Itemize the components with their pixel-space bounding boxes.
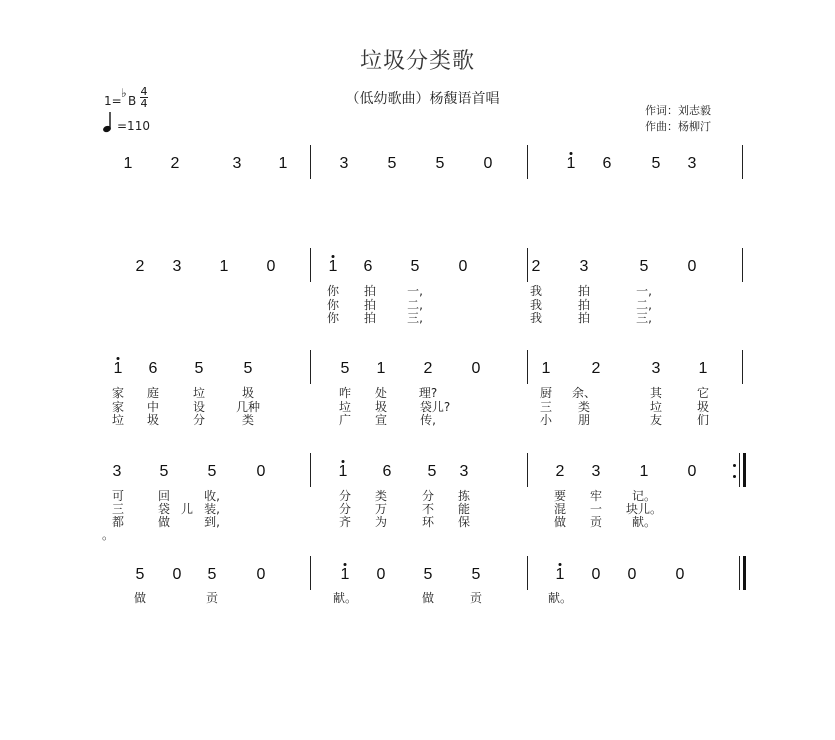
note: 0 [471, 360, 481, 377]
note: 1 [639, 463, 649, 480]
lyric-syllable: 分 [192, 413, 206, 427]
lyric-syllable: 可 [111, 489, 125, 503]
barline [527, 145, 528, 179]
lyric-syllable: 拍 [577, 311, 591, 325]
lyric-syllable: 你 [326, 284, 340, 298]
note: 1 [278, 155, 288, 172]
song-title: 垃圾分类歌 [359, 49, 475, 74]
repeat-barline-thick [743, 453, 746, 487]
barline [310, 556, 311, 590]
note: 3 [591, 463, 601, 480]
composer-credit: 作曲：杨柳汀 [645, 120, 711, 133]
lyric-syllable: 们 [696, 413, 710, 427]
lyric-syllable: 都 [111, 515, 125, 529]
note: 0 [376, 566, 386, 583]
lyric-syllable: 三 [111, 502, 125, 516]
lyric-syllable: 垃 [338, 400, 352, 414]
note: 0 [458, 258, 468, 275]
lyric-syllable: 三 [539, 400, 553, 414]
note: 5 [423, 566, 433, 583]
lyric-syllable: 儿 [180, 502, 194, 516]
lyric-syllable: 做 [421, 591, 435, 605]
high-octave-dot [117, 357, 120, 360]
note: 6 [148, 360, 158, 377]
lyric-syllable: 几种 [235, 400, 261, 414]
note: 0 [687, 258, 697, 275]
high-octave-dot [344, 563, 347, 566]
note: 0 [266, 258, 276, 275]
lyric-syllable: 分 [421, 489, 435, 503]
flat-sign: ♭ [121, 86, 127, 100]
note: 3 [339, 155, 349, 172]
note: 5 [243, 360, 253, 377]
note: 5 [471, 566, 481, 583]
note: 1 [698, 360, 708, 377]
lyric-syllable: 圾 [146, 413, 160, 427]
lyric-syllable: 拍 [363, 284, 377, 298]
note: 0 [256, 566, 266, 583]
note: 3 [459, 463, 469, 480]
note: 6 [602, 155, 612, 172]
note: 5 [639, 258, 649, 275]
lyric-syllable: 理? [418, 386, 438, 400]
barline [527, 248, 528, 282]
repeat-dot [733, 464, 736, 467]
barline [742, 350, 743, 384]
lyric-syllable: 贡 [469, 591, 483, 605]
lyric-syllable: 分 [338, 502, 352, 516]
lyric-syllable: 拍 [577, 298, 591, 312]
lyric-syllable: 混 [553, 502, 567, 516]
lyric-syllable: 牢 [589, 489, 603, 503]
note: 0 [172, 566, 182, 583]
lyric-syllable: 不 [421, 502, 435, 516]
lyric-syllable: 袋 [157, 502, 171, 516]
note: 2 [135, 258, 145, 275]
lyric-syllable: 朋 [577, 413, 591, 427]
barline [310, 248, 311, 282]
note: 3 [172, 258, 182, 275]
lyric-syllable: 它 [696, 386, 710, 400]
note: 5 [387, 155, 397, 172]
lyric-syllable: 献。 [547, 591, 573, 605]
lyric-syllable: 你 [326, 298, 340, 312]
lyric-syllable: 垃 [649, 400, 663, 414]
note: 6 [382, 463, 392, 480]
key-letter: B [128, 94, 137, 108]
lyric-extra-mark: 。 [102, 528, 115, 542]
note: 3 [579, 258, 589, 275]
note: 0 [627, 566, 637, 583]
barline [527, 453, 528, 487]
tempo-marking: =110 [117, 119, 150, 133]
lyric-syllable: 要 [553, 489, 567, 503]
final-barline-thick [743, 556, 746, 590]
note: 2 [555, 463, 565, 480]
note: 5 [159, 463, 169, 480]
lyric-syllable: 万 [374, 502, 388, 516]
lyric-syllable: 能 [457, 502, 471, 516]
lyric-syllable: 袋儿? [419, 400, 451, 414]
lyric-syllable: 环 [421, 515, 435, 529]
lyric-syllable: 为 [374, 515, 388, 529]
lyric-syllable: 贡 [589, 515, 603, 529]
time-top: 4 [140, 85, 148, 98]
lyric-syllable: 拣 [457, 489, 471, 503]
note: 2 [591, 360, 601, 377]
lyric-syllable: 做 [553, 515, 567, 529]
final-barline-thin [739, 556, 740, 590]
note: 1 [555, 566, 565, 583]
lyric-syllable: 类 [374, 489, 388, 503]
key-prefix: 1= [104, 94, 122, 108]
lyric-syllable: 做 [157, 515, 171, 529]
high-octave-dot [570, 152, 573, 155]
note: 1 [340, 566, 350, 583]
note: 5 [207, 463, 217, 480]
note: 2 [531, 258, 541, 275]
note: 0 [687, 463, 697, 480]
lyric-syllable: 我 [529, 311, 543, 325]
note: 1 [376, 360, 386, 377]
note: 5 [135, 566, 145, 583]
lyric-syllable: 到, [204, 515, 220, 529]
barline [742, 248, 743, 282]
note: 0 [591, 566, 601, 583]
repeat-dot [733, 475, 736, 478]
lyric-syllable: 设 [192, 400, 206, 414]
barline [310, 453, 311, 487]
lyric-syllable: 友 [649, 413, 663, 427]
note: 1 [123, 155, 133, 172]
lyric-syllable: 一, [407, 284, 423, 298]
note: 6 [363, 258, 373, 275]
note: 5 [410, 258, 420, 275]
lyric-syllable: 垃 [111, 413, 125, 427]
note: 5 [340, 360, 350, 377]
note: 1 [566, 155, 576, 172]
note: 0 [256, 463, 266, 480]
lyric-syllable: 圾 [696, 400, 710, 414]
lyric-syllable: 献。 [631, 515, 657, 529]
barline [310, 350, 311, 384]
note: 1 [541, 360, 551, 377]
lyric-syllable: 齐 [338, 515, 352, 529]
lyric-syllable: 你 [326, 311, 340, 325]
note: 5 [207, 566, 217, 583]
note: 3 [651, 360, 661, 377]
note: 5 [427, 463, 437, 480]
lyric-syllable: 类 [241, 413, 255, 427]
note: 1 [338, 463, 348, 480]
note: 5 [435, 155, 445, 172]
lyric-syllable: 我 [529, 298, 543, 312]
lyric-syllable: 咋 [338, 386, 352, 400]
lyric-syllable: 保 [457, 515, 471, 529]
barline [310, 145, 311, 179]
lyric-syllable: 三, [636, 311, 652, 325]
lyric-syllable: 记。 [631, 489, 657, 503]
lyric-syllable: 广 [338, 413, 352, 427]
lyric-syllable: 装, [204, 502, 220, 516]
note: 1 [328, 258, 338, 275]
time-signature [139, 86, 149, 109]
note: 3 [232, 155, 242, 172]
lyric-syllable: 一, [636, 284, 652, 298]
lyric-syllable: 圾 [241, 386, 255, 400]
lyric-syllable: 传, [420, 413, 436, 427]
lyric-syllable: 做 [133, 591, 147, 605]
lyric-syllable: 一 [589, 502, 603, 516]
high-octave-dot [559, 563, 562, 566]
lyric-syllable: 余、 [571, 386, 597, 400]
note: 2 [423, 360, 433, 377]
lyric-syllable: 拍 [363, 311, 377, 325]
lyric-syllable: 献。 [332, 591, 358, 605]
note: 0 [675, 566, 685, 583]
lyric-syllable: 贡 [205, 591, 219, 605]
lyric-syllable: 家 [111, 400, 125, 414]
high-octave-dot [342, 460, 345, 463]
lyric-syllable: 垃 [192, 386, 206, 400]
lyric-syllable: 家 [111, 386, 125, 400]
barline [527, 556, 528, 590]
lyric-syllable: 处 [374, 386, 388, 400]
lyric-syllable: 其 [649, 386, 663, 400]
note: 5 [194, 360, 204, 377]
time-bottom: 4 [140, 97, 148, 110]
note: 2 [170, 155, 180, 172]
lyric-syllable: 类 [577, 400, 591, 414]
note: 3 [687, 155, 697, 172]
lyric-syllable: 拍 [577, 284, 591, 298]
lyric-syllable: 三, [407, 311, 423, 325]
barline [742, 145, 743, 179]
lyric-syllable: 拍 [363, 298, 377, 312]
lyric-syllable: 我 [529, 284, 543, 298]
lyric-syllable: 二, [407, 298, 423, 312]
lyric-syllable: 回 [157, 489, 171, 503]
note: 5 [651, 155, 661, 172]
note: 3 [112, 463, 122, 480]
note: 1 [113, 360, 123, 377]
lyric-syllable: 分 [338, 489, 352, 503]
note: 1 [219, 258, 229, 275]
lyric-syllable: 二, [636, 298, 652, 312]
song-subtitle: （低幼歌曲）杨馥语首唱 [345, 91, 500, 107]
lyric-syllable: 收, [204, 489, 220, 503]
lyricist-credit: 作词：刘志毅 [645, 104, 711, 117]
lyric-syllable: 宣 [374, 413, 388, 427]
high-octave-dot [332, 255, 335, 258]
lyric-syllable: 小 [539, 413, 553, 427]
lyric-syllable: 厨 [539, 386, 553, 400]
barline [527, 350, 528, 384]
lyric-syllable: 中 [146, 400, 160, 414]
note: 0 [483, 155, 493, 172]
lyric-syllable: 庭 [146, 386, 160, 400]
lyric-syllable: 块儿。 [625, 502, 663, 516]
repeat-barline-thin [739, 453, 740, 487]
lyric-syllable: 圾 [374, 400, 388, 414]
